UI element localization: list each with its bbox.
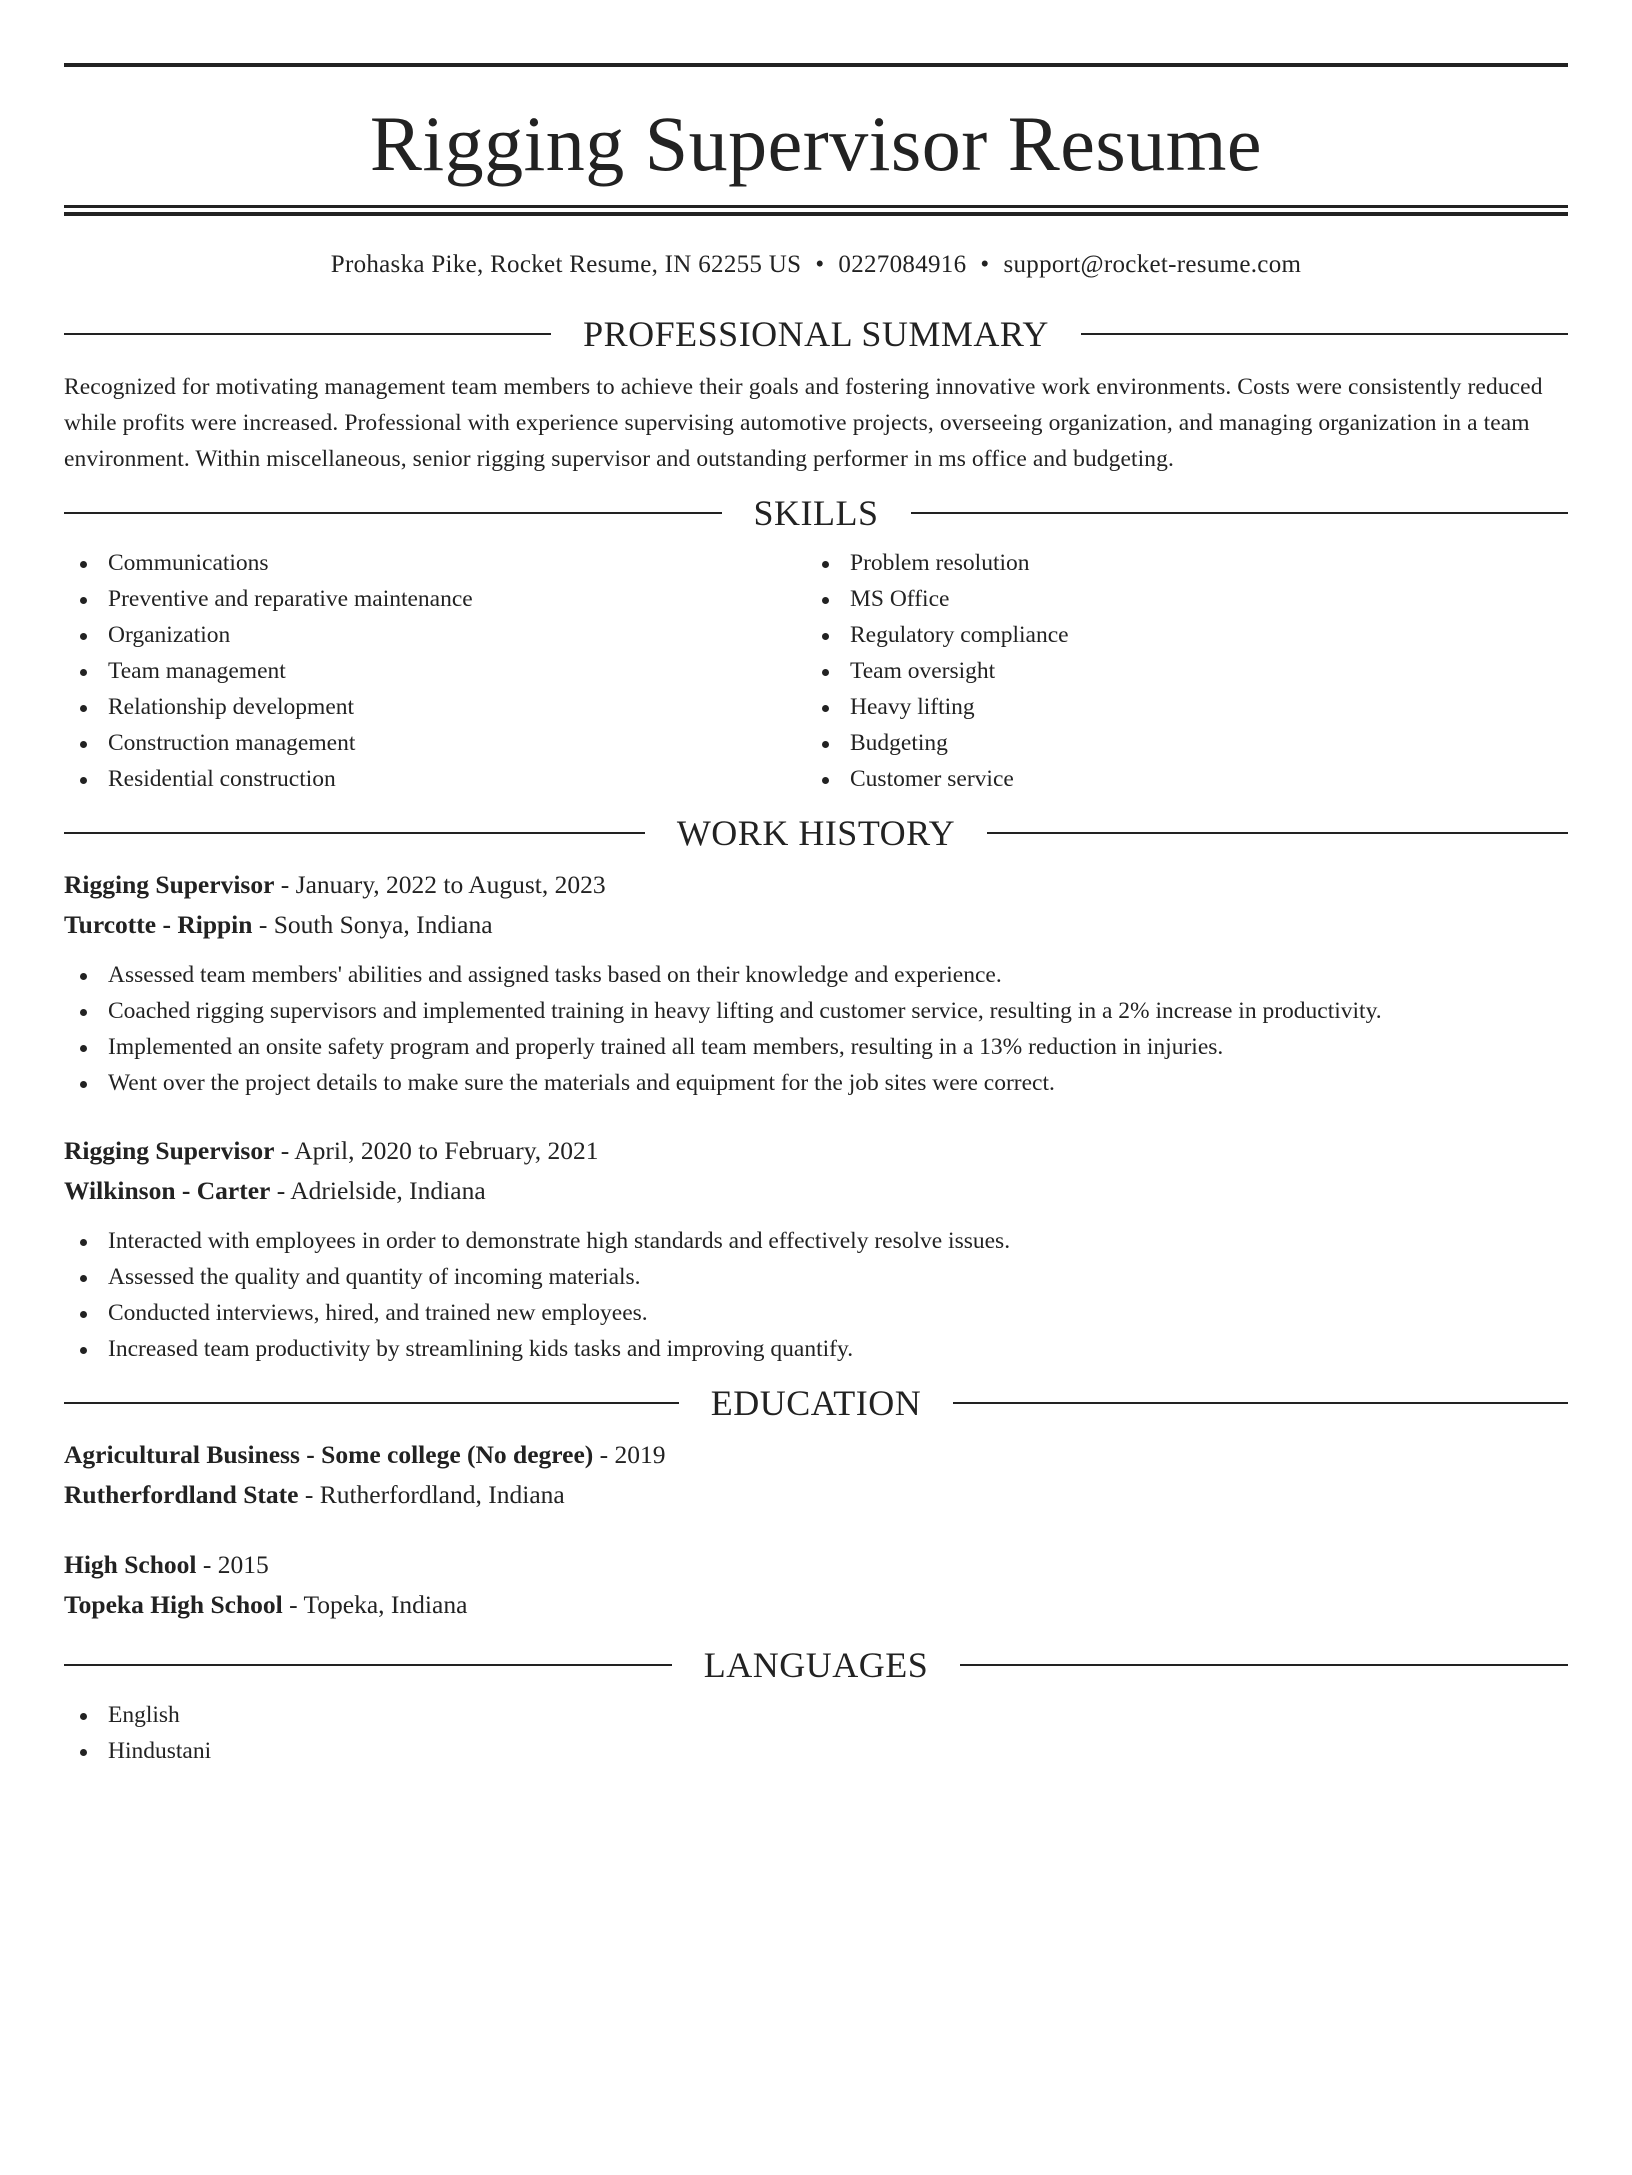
skill-item: Organization [64, 617, 806, 653]
degree-name: High School [64, 1550, 197, 1579]
degree-line [64, 1545, 1568, 1585]
language-item: Hindustani [64, 1733, 1568, 1769]
job-company: Wilkinson - Carter [64, 1176, 271, 1205]
section-title: EDUCATION [710, 1383, 922, 1423]
heading-rule [987, 832, 1568, 834]
contact-address: Prohaska Pike, Rocket Resume, IN 62255 US [330, 251, 802, 278]
section-title: WORK HISTORY [676, 813, 956, 853]
job-company-line [64, 905, 1568, 945]
education-entry [64, 1545, 1568, 1625]
language-item: English [64, 1697, 1568, 1733]
school-name: Rutherfordland State [64, 1480, 299, 1509]
job-bullet: Assessed team members' abilities and assigned tasks based on their knowledge and experience. [64, 957, 1568, 993]
section-heading-languages [64, 1645, 1568, 1685]
skill-item: Budgeting [806, 725, 1548, 761]
contact-line [64, 249, 1568, 281]
school-location: - Rutherfordland, Indiana [298, 1480, 565, 1509]
work-entry [64, 1131, 1568, 1367]
job-bullets [64, 1223, 1568, 1367]
job-title: Rigging Supervisor [64, 1136, 275, 1165]
school-line [64, 1475, 1568, 1515]
heading-rule [64, 832, 645, 834]
skill-item: Communications [64, 545, 806, 581]
job-bullets [64, 957, 1568, 1101]
job-title-line [64, 865, 1568, 905]
job-bullet: Implemented an onsite safety program and properly trained all team members, resulting in a 13% reduction in injuries. [64, 1029, 1568, 1065]
heading-rule [960, 1664, 1568, 1666]
job-company-line [64, 1171, 1568, 1211]
contact-separator: • [815, 251, 825, 278]
job-bullet: Coached rigging supervisors and implemented training in heavy lifting and customer service, resulting in a 2% increase in productivity. [64, 993, 1568, 1029]
languages-list [64, 1697, 1568, 1769]
job-location: - South Sonya, Indiana [252, 910, 493, 939]
contact-phone: 0227084916 [838, 251, 967, 278]
heading-rule [64, 512, 722, 514]
section-title: PROFESSIONAL SUMMARY [583, 314, 1049, 354]
contact-email: support@rocket-resume.com [1003, 251, 1302, 278]
skill-item: Construction management [64, 725, 806, 761]
job-bullet: Conducted interviews, hired, and trained new employees. [64, 1295, 1568, 1331]
skills-grid [64, 545, 1568, 797]
work-entry [64, 865, 1568, 1101]
skill-item: Problem resolution [806, 545, 1548, 581]
resume-title: Rigging Supervisor Resume [369, 100, 1263, 187]
resume-page [0, 63, 1632, 2175]
section-heading-education [64, 1383, 1568, 1423]
skill-item: Regulatory compliance [806, 617, 1548, 653]
heading-rule [64, 1402, 679, 1404]
contact-separator: • [980, 251, 990, 278]
job-bullet: Interacted with employees in order to demonstrate high standards and effectively resolve issues. [64, 1223, 1568, 1259]
school-location: - Topeka, Indiana [282, 1590, 468, 1619]
skills-list-right [806, 545, 1548, 797]
skill-item: Preventive and reparative maintenance [64, 581, 806, 617]
summary-text: Recognized for motivating management team members to achieve their goals and fostering innovative work environments. Costs were consistently reduced while profits were increased. Professional with experience supervising automotive projects, overseeing organization, and managing organization in a team environment. Within miscellaneous, senior rigging supervisor and outstanding performer in ms office and budgeting. [64, 374, 1543, 472]
job-title: Rigging Supervisor [64, 870, 275, 899]
skill-item: MS Office [806, 581, 1548, 617]
heading-rule [953, 1402, 1568, 1404]
job-company: Turcotte - Rippin [64, 910, 253, 939]
skill-item: Heavy lifting [806, 689, 1548, 725]
heading-rule [1081, 333, 1568, 335]
job-title-line [64, 1131, 1568, 1171]
header-double-rule [64, 205, 1568, 216]
skill-item: Team management [64, 653, 806, 689]
degree-line [64, 1435, 1568, 1475]
degree-year: - 2015 [196, 1550, 269, 1579]
section-title: LANGUAGES [703, 1645, 929, 1685]
degree-name: Agricultural Business - Some college (No degree) [64, 1440, 594, 1469]
job-bullet: Increased team productivity by streamlining kids tasks and improving quantify. [64, 1331, 1568, 1367]
job-bullet: Went over the project details to make sure the materials and equipment for the job sites were correct. [64, 1065, 1568, 1101]
heading-rule [911, 512, 1569, 514]
job-bullet: Assessed the quality and quantity of incoming materials. [64, 1259, 1568, 1295]
skills-list-left [64, 545, 806, 797]
heading-rule [64, 1664, 672, 1666]
job-dates: - April, 2020 to February, 2021 [274, 1136, 599, 1165]
section-title: SKILLS [753, 493, 879, 533]
section-heading-skills [64, 493, 1568, 533]
skill-item: Team oversight [806, 653, 1548, 689]
degree-year: - 2019 [593, 1440, 666, 1469]
school-name: Topeka High School [64, 1590, 283, 1619]
job-dates: - January, 2022 to August, 2023 [274, 870, 606, 899]
section-heading-work [64, 813, 1568, 853]
section-heading-summary [64, 314, 1568, 354]
heading-rule [64, 333, 551, 335]
education-entry [64, 1435, 1568, 1515]
skill-item: Residential construction [64, 761, 806, 797]
skill-item: Relationship development [64, 689, 806, 725]
school-line [64, 1585, 1568, 1625]
job-location: - Adrielside, Indiana [270, 1176, 486, 1205]
skill-item: Customer service [806, 761, 1548, 797]
